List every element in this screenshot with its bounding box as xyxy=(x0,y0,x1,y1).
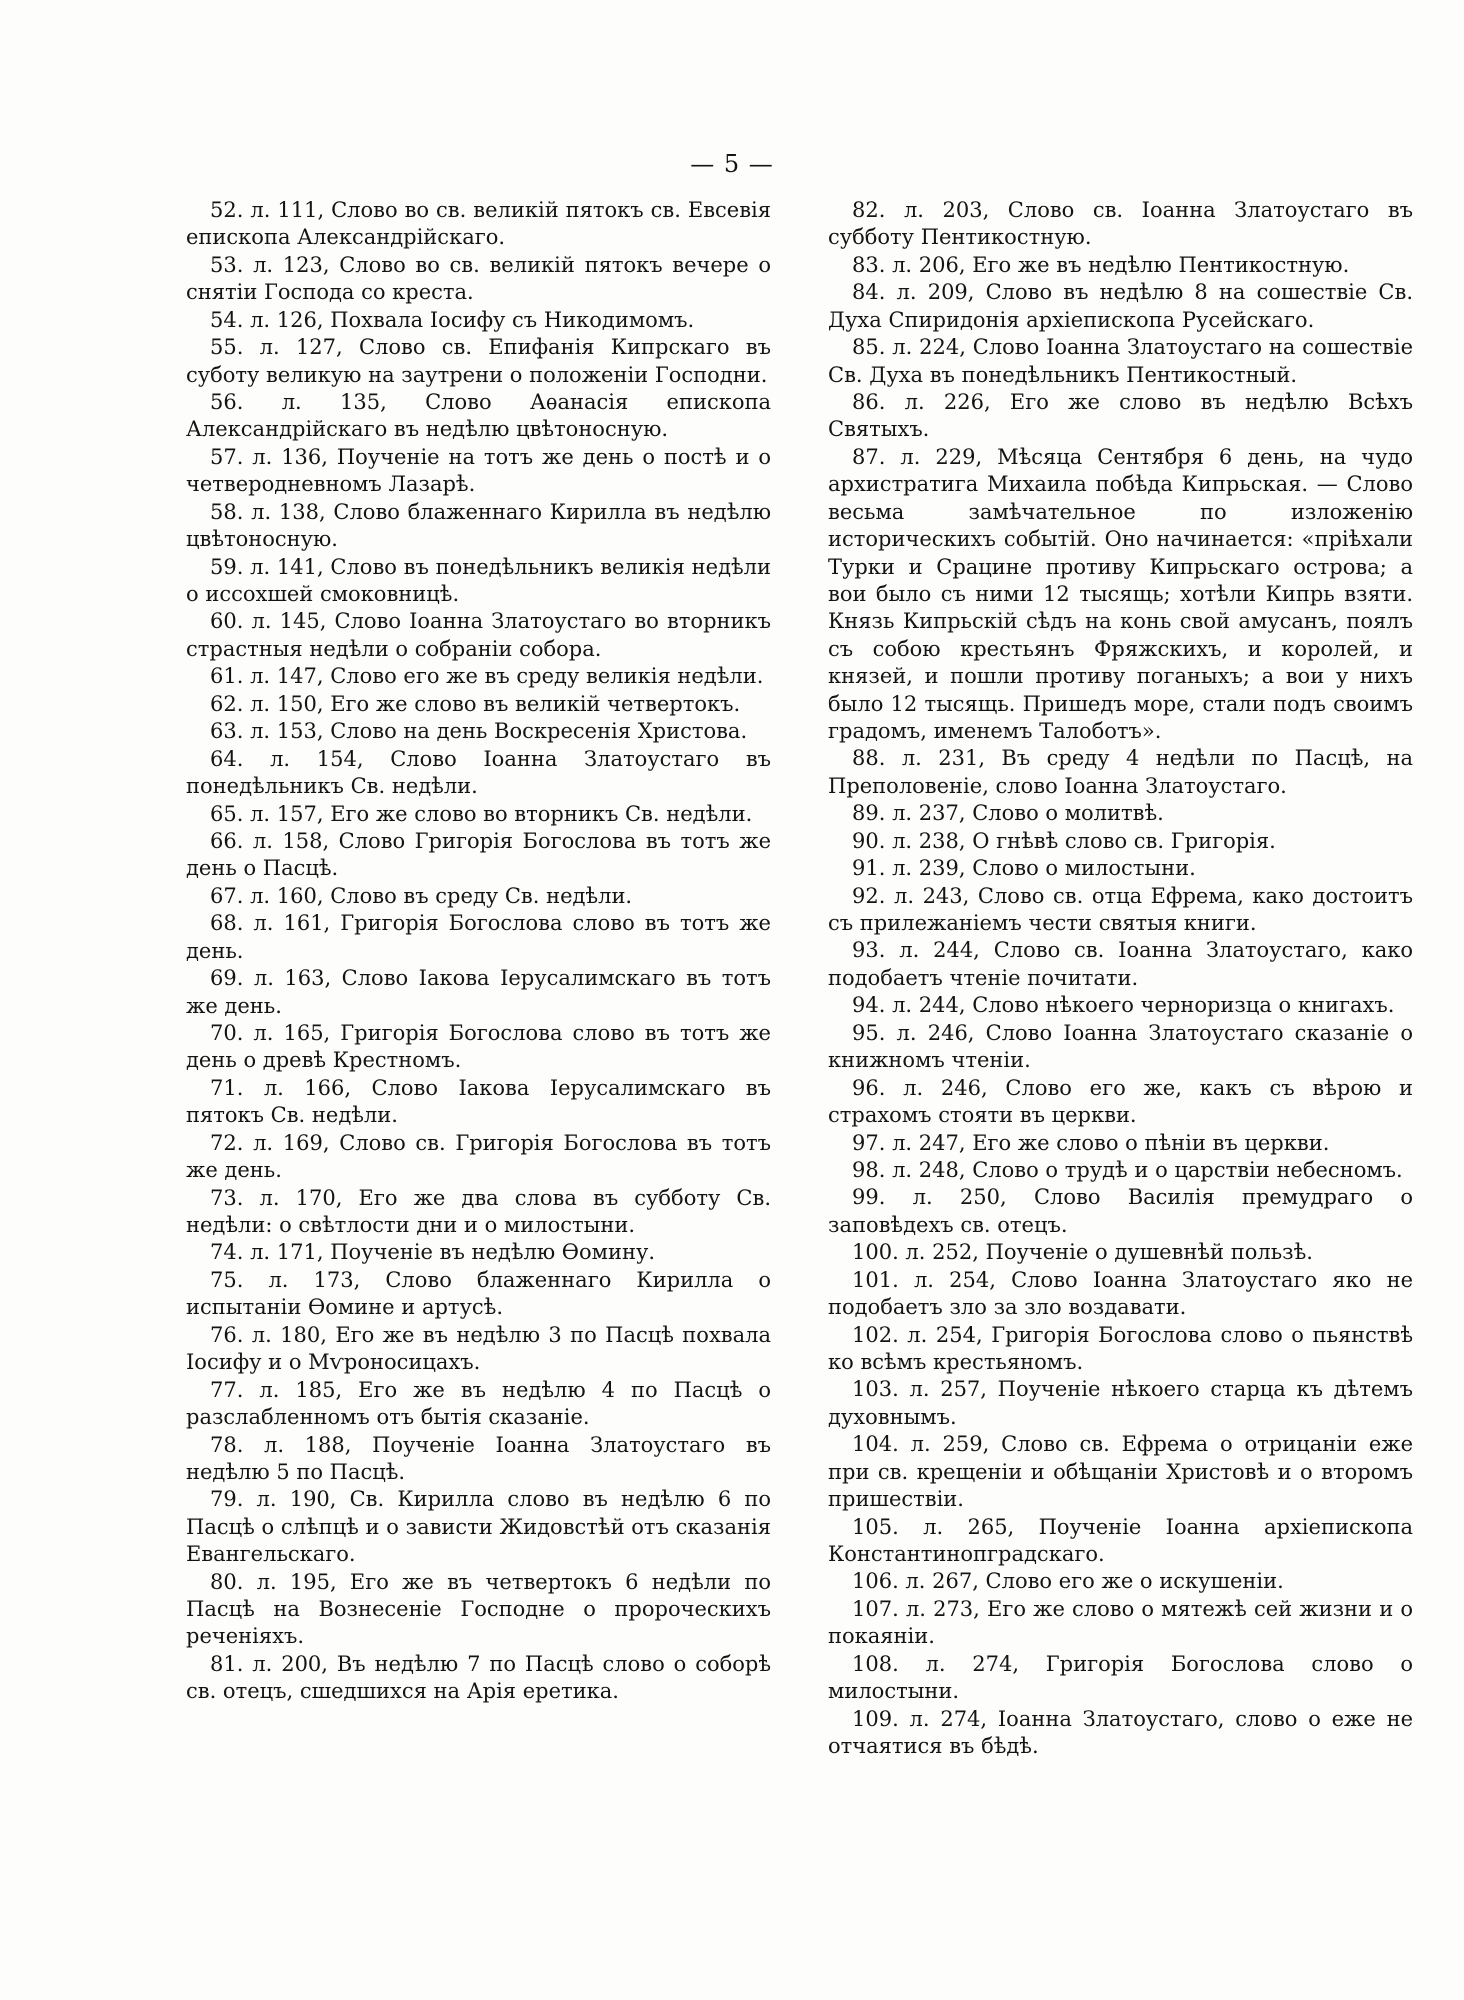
catalog-entry: 91. л. 239, Слово о милостыни. xyxy=(852,856,1196,881)
catalog-entry: 108. л. 274, Григорія Богослова слово о милостыни. xyxy=(828,1651,1413,1704)
catalog-entry: 74. л. 171, Поученіе въ недѣлю Ѳомину. xyxy=(210,1240,656,1265)
catalog-entry: 92. л. 243, Слово св. отца Ефрема, како достоитъ съ прилежаніемъ чести святыя книги. xyxy=(828,883,1413,936)
catalog-entry: 98. л. 248, Слово о трудѣ и о царствіи небесномъ. xyxy=(852,1157,1403,1182)
catalog-entry: 109. л. 274, Іоанна Златоустаго, слово о еже не отчаятися въ бѣдѣ. xyxy=(828,1706,1413,1759)
catalog-entry: 93. л. 244, Слово св. Іоанна Златоустаго, како подобаетъ чтеніе почитати. xyxy=(828,938,1413,990)
catalog-entry: 70. л. 165, Григорія Богослова слово въ тотъ же день о древѣ Крестномъ. xyxy=(186,1021,771,1073)
catalog-entry: 101. л. 254, Слово Іоанна Златоустаго яко не подобаетъ зло за зло воздавати. xyxy=(828,1267,1413,1320)
catalog-entry: 64. л. 154, Слово Іоанна Златоустаго въ понедѣльникъ Св. недѣли. xyxy=(186,746,771,799)
catalog-entry: 105. л. 265, Поученіе Іоанна архіепископа Константинопградскаго. xyxy=(828,1514,1413,1566)
catalog-entry: 84. л. 209, Слово въ недѣлю 8 на сошествіе Св. Духа Спиридонія архіепископа Русейскаго. xyxy=(828,280,1413,332)
catalog-entry: 55. л. 127, Слово св. Епифанія Кипрскаго въ суботу великую на заутрени о положеніи Господни. xyxy=(186,335,771,387)
catalog-entry: 85. л. 224, Слово Іоанна Златоустаго на сошествіе Св. Духа въ понедѣльникъ Пентикостный. xyxy=(828,335,1413,387)
catalog-entry: 56. л. 135, Слово Аѳанасія епископа Александрійскаго въ недѣлю цвѣтоносную. xyxy=(186,390,771,442)
catalog-entry: 67. л. 160, Слово въ среду Св. недѣли. xyxy=(210,883,633,908)
catalog-entry: 68. л. 161, Григорія Богослова слово въ тотъ же день. xyxy=(186,911,771,963)
catalog-entry: 83. л. 206, Его же въ недѣлю Пентикостную. xyxy=(852,252,1350,277)
catalog-entry: 75. л. 173, Слово блаженнаго Кирилла о испытаніи Ѳомине и артусѣ. xyxy=(186,1267,771,1320)
catalog-entry: 87. л. 229, Мѣсяца Сентября 6 день, на чудо архистратига Михаила побѣда Кипрьская. — Слово весьма замѣчательное по изложенію историческихъ событій. Оно начинается: «пріѣхали Турки и Срацине противу Кипрьскаго острова; а вои было съ ними 12 тысящь; хотѣли Кипрь взяти. Князь Кипрьскій сѣдъ на конь свой амусанъ, поялъ съ собою крестьянъ Фряжскихъ, и королей, и князей, и пошли противу поганыхъ; а вои у нихъ было 12 тысящь. Пришедъ море, стали подъ своимъ градомъ, именемъ Талоботъ». xyxy=(828,444,1413,743)
catalog-entry: 88. л. 231, Въ среду 4 недѣли по Пасцѣ, на Преполовеніе, слово Іоанна Златоустаго. xyxy=(828,746,1413,798)
catalog-entry: 86. л. 226, Его же слово въ недѣлю Всѣхъ Святыхъ. xyxy=(828,390,1413,442)
catalog-entry: 59. л. 141, Слово въ понедѣльникъ великія недѣли о иссохшей смоковницѣ. xyxy=(186,554,771,607)
catalog-entry: 104. л. 259, Слово св. Ефрема о отрицаніи еже при св. крещеніи и обѣщаніи Христовѣ и о второмъ пришествіи. xyxy=(828,1432,1413,1512)
left-column xyxy=(186,197,771,1706)
catalog-entry: 57. л. 136, Поученіе на тотъ же день о постѣ и о четверодневномъ Лазарѣ. xyxy=(186,444,771,497)
catalog-entry: 96. л. 246, Слово его же, какъ съ вѣрою и страхомъ стояти въ церкви. xyxy=(828,1075,1413,1128)
catalog-entry: 72. л. 169, Слово св. Григорія Богослова въ тотъ же день. xyxy=(186,1130,771,1183)
catalog-entry: 52. л. 111, Слово во св. великій пятокъ св. Евсевія епископа Александрійскаго. xyxy=(186,198,771,250)
catalog-entry: 61. л. 147, Слово его же въ среду великія недѣли. xyxy=(210,664,764,689)
catalog-entry: 81. л. 200, Въ недѣлю 7 по Пасцѣ слово о соборѣ св. отецъ, сшедшихся на Арія еретика. xyxy=(186,1651,771,1704)
catalog-entry: 89. л. 237, Слово о молитвѣ. xyxy=(852,801,1164,826)
catalog-entry: 78. л. 188, Поученіе Іоанна Златоустаго въ недѣлю 5 по Пасцѣ. xyxy=(186,1432,771,1484)
catalog-entry: 94. л. 244, Слово нѣкоего черноризца о книгахъ. xyxy=(852,993,1395,1018)
catalog-entry: 62. л. 150, Его же слово въ великій четвертокъ. xyxy=(210,691,741,716)
catalog-entry: 76. л. 180, Его же въ недѣлю 3 по Пасцѣ похвала Іосифу и о Мѵроносицахъ. xyxy=(186,1322,771,1375)
catalog-entry: 82. л. 203, Слово св. Іоанна Златоустаго въ субботу Пентикостную. xyxy=(828,198,1413,250)
catalog-entry: 107. л. 273, Его же слово о мятежѣ сей жизни и о покаяніи. xyxy=(828,1596,1413,1649)
catalog-entry: 65. л. 157, Его же слово во вторникъ Св. недѣли. xyxy=(210,801,753,826)
catalog-entry: 58. л. 138, Слово блаженнаго Кирилла въ недѣлю цвѣтоносную. xyxy=(186,499,771,552)
catalog-entry: 106. л. 267, Слово его же о искушеніи. xyxy=(852,1569,1284,1594)
catalog-entry: 103. л. 257, Поученіе нѣкоего старца къ дѣтемъ духовнымъ. xyxy=(828,1377,1413,1429)
catalog-entry: 77. л. 185, Его же въ недѣлю 4 по Пасцѣ о разслабленномъ отъ бытія сказаніе. xyxy=(186,1377,771,1430)
catalog-entry: 63. л. 153, Слово на день Воскресенія Христова. xyxy=(210,719,748,744)
catalog-entry: 53. л. 123, Слово во св. великій пятокъ вечере о снятіи Господа со креста. xyxy=(186,252,771,305)
catalog-entry: 69. л. 163, Слово Іакова Іерусалимскаго въ тотъ же день. xyxy=(186,966,771,1018)
catalog-entry: 97. л. 247, Его же слово о пѣніи въ церкви. xyxy=(852,1130,1330,1155)
catalog-entry: 102. л. 254, Григорія Богослова слово о пьянствѣ ко всѣмъ крестьяномъ. xyxy=(828,1322,1413,1374)
catalog-entry: 71. л. 166, Слово Іакова Іерусалимскаго въ пятокъ Св. недѣли. xyxy=(186,1075,771,1128)
catalog-entry: 79. л. 190, Св. Кирилла слово въ недѣлю 6 по Пасцѣ о слѣпцѣ и о зависти Жидовстѣй отъ сказанія Евангельскаго. xyxy=(186,1487,771,1567)
catalog-entry: 66. л. 158, Слово Григорія Богослова въ тотъ же день о Пасцѣ. xyxy=(186,829,771,881)
catalog-entry: 54. л. 126, Похвала Іосифу съ Никодимомъ. xyxy=(210,307,695,332)
catalog-entry: 99. л. 250, Слово Василія премудраго о заповѣдехъ св. отецъ. xyxy=(828,1185,1413,1237)
catalog-entry: 100. л. 252, Поученіе о душевнѣй пользѣ. xyxy=(852,1240,1313,1265)
catalog-entry: 95. л. 246, Слово Іоанна Златоустаго сказаніе о книжномъ чтеніи. xyxy=(828,1020,1413,1073)
catalog-entry: 90. л. 238, О гнѣвѣ слово св. Григорія. xyxy=(852,828,1276,853)
page-number: — 5 — xyxy=(690,150,774,178)
catalog-entry: 60. л. 145, Слово Іоанна Златоустаго во вторникъ страстныя недѣли о собраніи собора. xyxy=(186,609,771,661)
catalog-entry: 73. л. 170, Его же два слова въ субботу Св. недѣли: о свѣтлости дни и о милостыни. xyxy=(186,1185,771,1238)
catalog-entry: 80. л. 195, Его же въ четвертокъ 6 недѣли по Пасцѣ на Вознесеніе Господне о пророческихъ реченіяхъ. xyxy=(186,1569,771,1649)
right-column xyxy=(828,197,1413,1760)
